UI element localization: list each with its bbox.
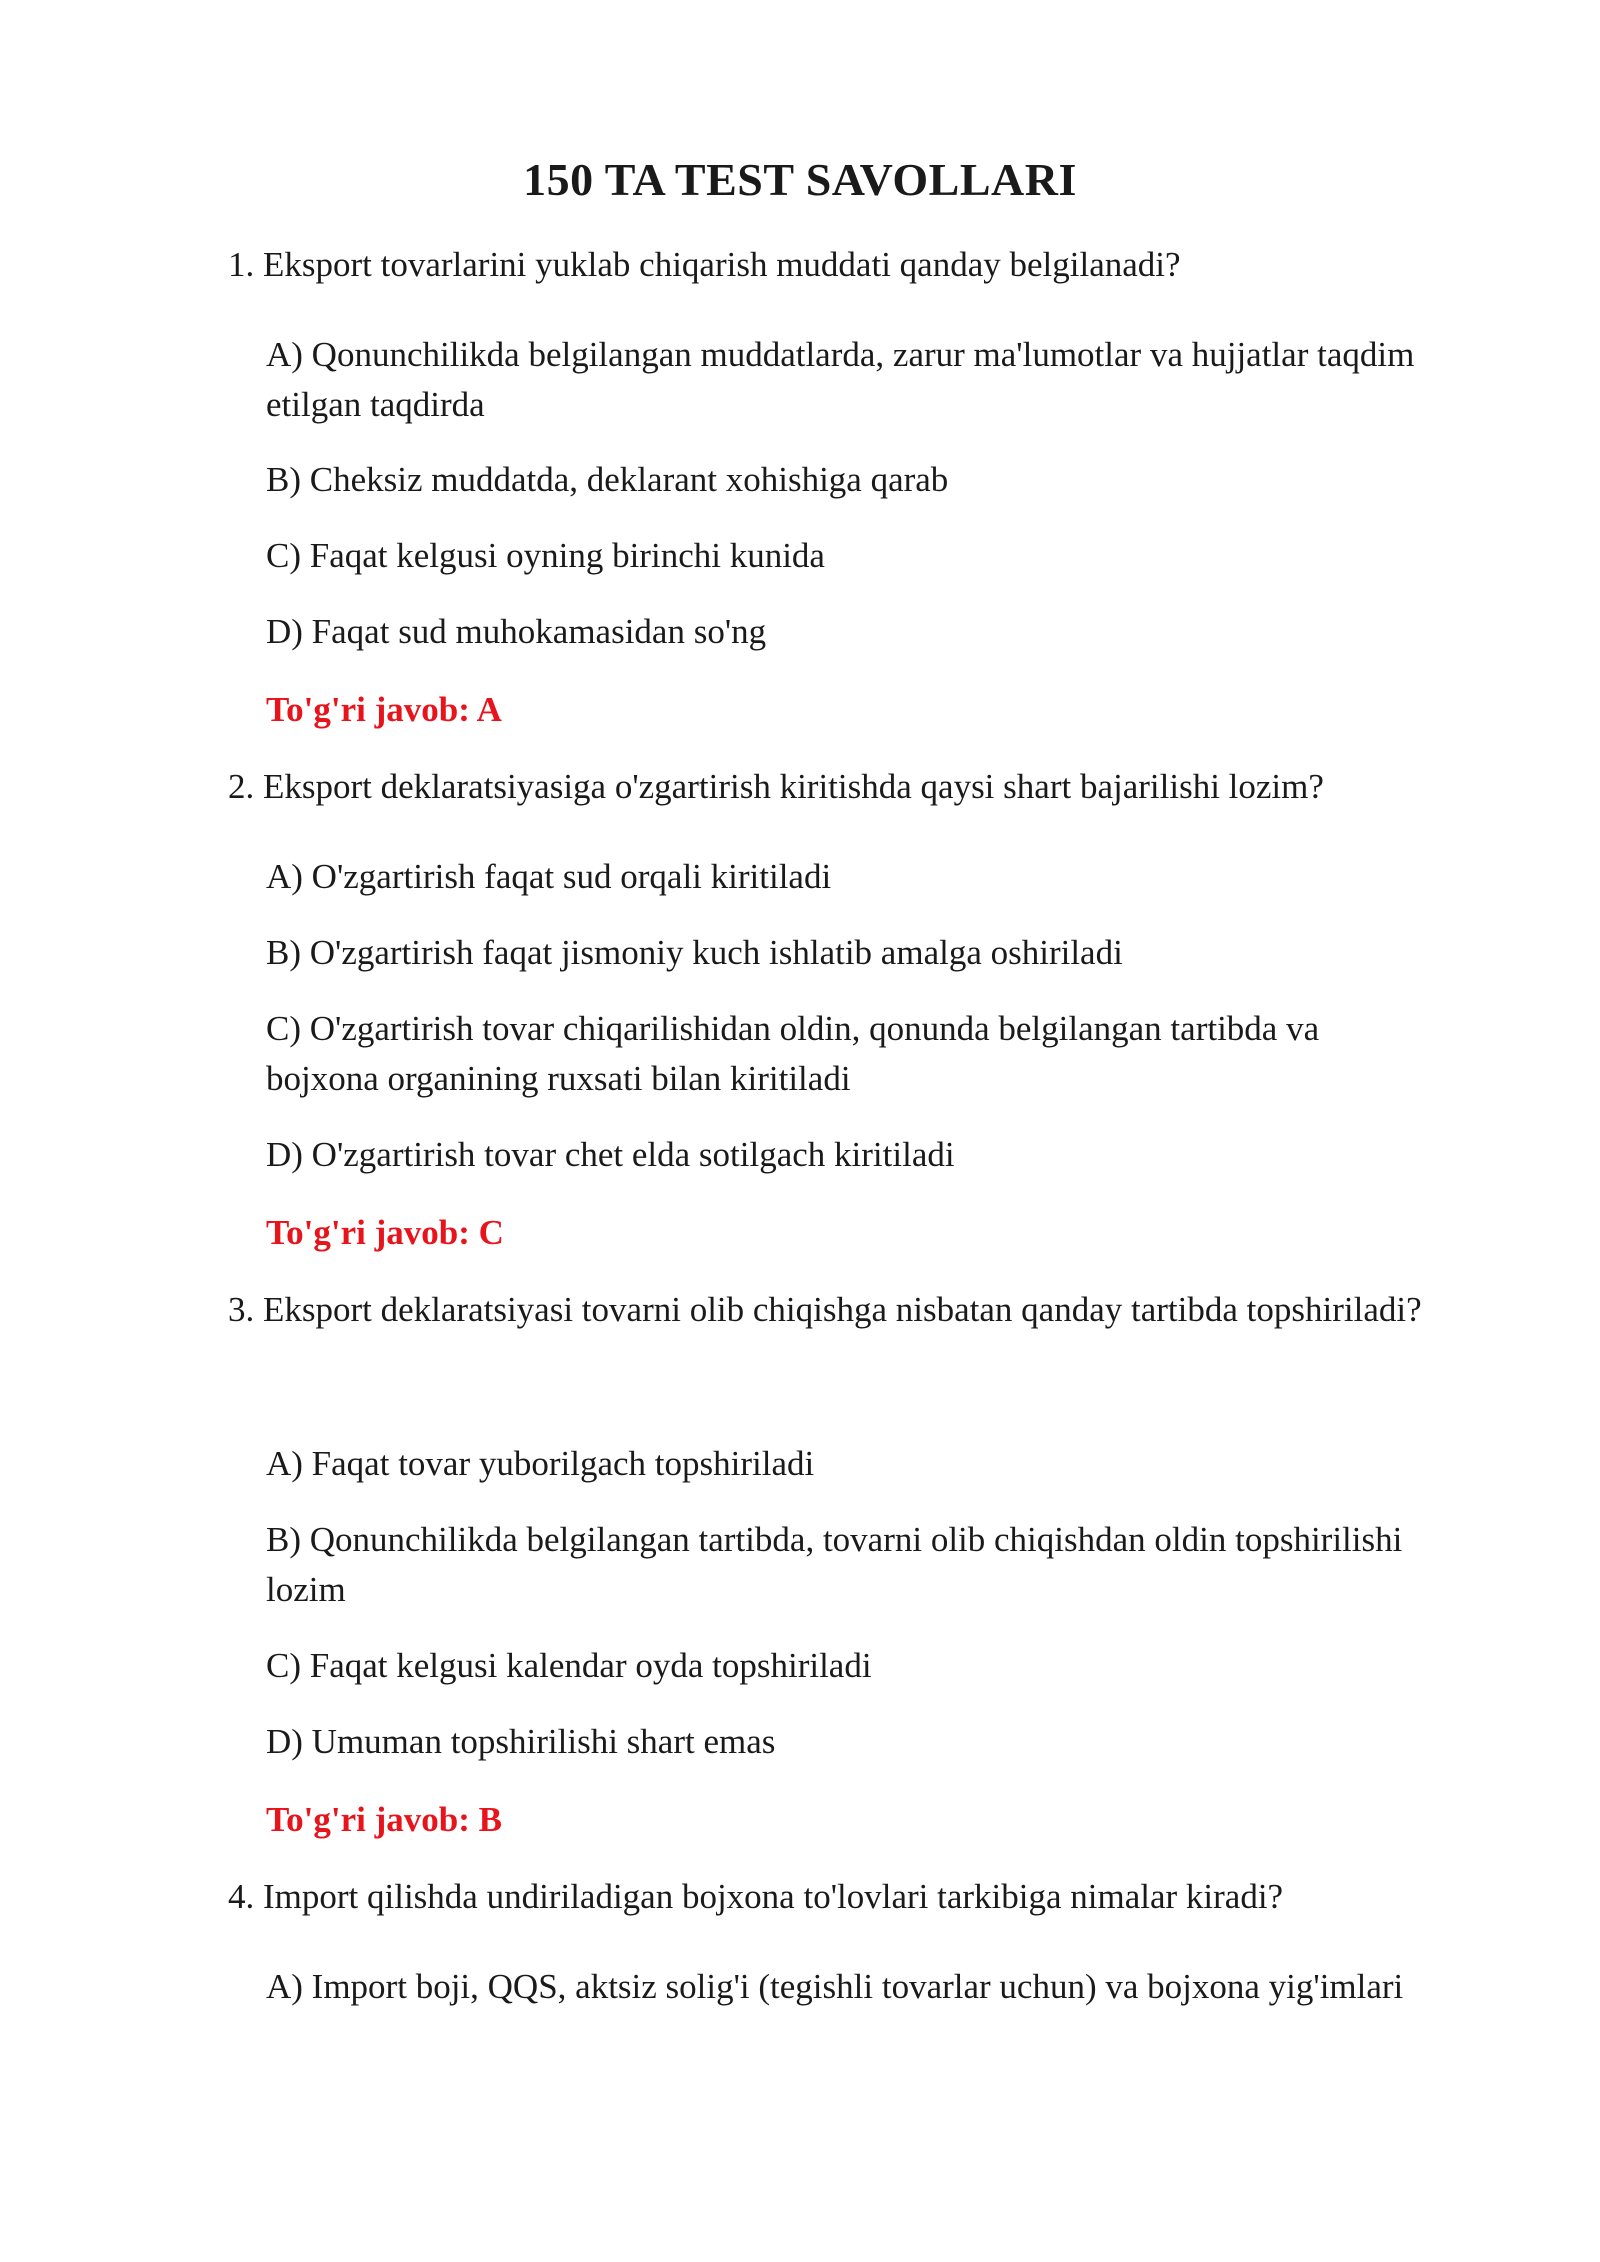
question-3-option-b: B) Qonunchilikda belgilangan tartibda, tovarni olib chiqishdan oldin topshirilishi lozim [266, 1520, 1403, 1609]
question-3: 3. Eksport deklaratsiyasi tovarni olib chiqishga nisbatan qanday tartibda topshiriladi? [228, 1290, 1422, 1329]
page-title: 150 TA TEST SAVOLLARI [523, 154, 1077, 205]
question-4: 4. Import qilishda undiriladigan bojxona to'lovlari tarkibiga nimalar kiradi? [228, 1877, 1284, 1916]
question-2-option-c: C) O'zgartirish tovar chiqarilishidan oldin, qonunda belgilangan tartibda va bojxona organining ruxsati bilan kiritiladi [266, 1009, 1320, 1098]
question-2: 2. Eksport deklaratsiyasiga o'zgartirish kiritishda qaysi shart bajarilishi lozim? [228, 767, 1324, 806]
question-1-answer: To'g'ri javob: A [266, 690, 502, 729]
question-4-option-a: A) Import boji, QQS, aktsiz solig'i (tegishli tovarlar uchun) va bojxona yig'imlari [266, 1967, 1404, 2006]
question-1-option-c: C) Faqat kelgusi oyning birinchi kunida [266, 536, 825, 575]
question-1-option-a: A) Qonunchilikda belgilangan muddatlarda, zarur ma'lumotlar va hujjatlar taqdim etilgan taqdirda [266, 335, 1415, 424]
question-2-answer: To'g'ri javob: C [266, 1213, 504, 1252]
question-3-option-c: C) Faqat kelgusi kalendar oyda topshiriladi [266, 1646, 872, 1685]
question-2-option-b: B) O'zgartirish faqat jismoniy kuch ishlatib amalga oshiriladi [266, 933, 1123, 972]
question-2-option-a: A) O'zgartirish faqat sud orqali kiritiladi [266, 857, 832, 896]
question-1-option-b: B) Cheksiz muddatda, deklarant xohishiga qarab [266, 460, 949, 499]
question-1-option-d: D) Faqat sud muhokamasidan so'ng [266, 612, 767, 651]
question-3-option-a: A) Faqat tovar yuborilgach topshiriladi [266, 1444, 815, 1483]
question-1: 1. Eksport tovarlarini yuklab chiqarish muddati qanday belgilanadi? [228, 245, 1181, 284]
question-2-option-d: D) O'zgartirish tovar chet elda sotilgach kiritiladi [266, 1135, 955, 1174]
question-3-option-d: D) Umuman topshirilishi shart emas [266, 1722, 776, 1761]
question-3-answer: To'g'ri javob: B [266, 1800, 502, 1839]
